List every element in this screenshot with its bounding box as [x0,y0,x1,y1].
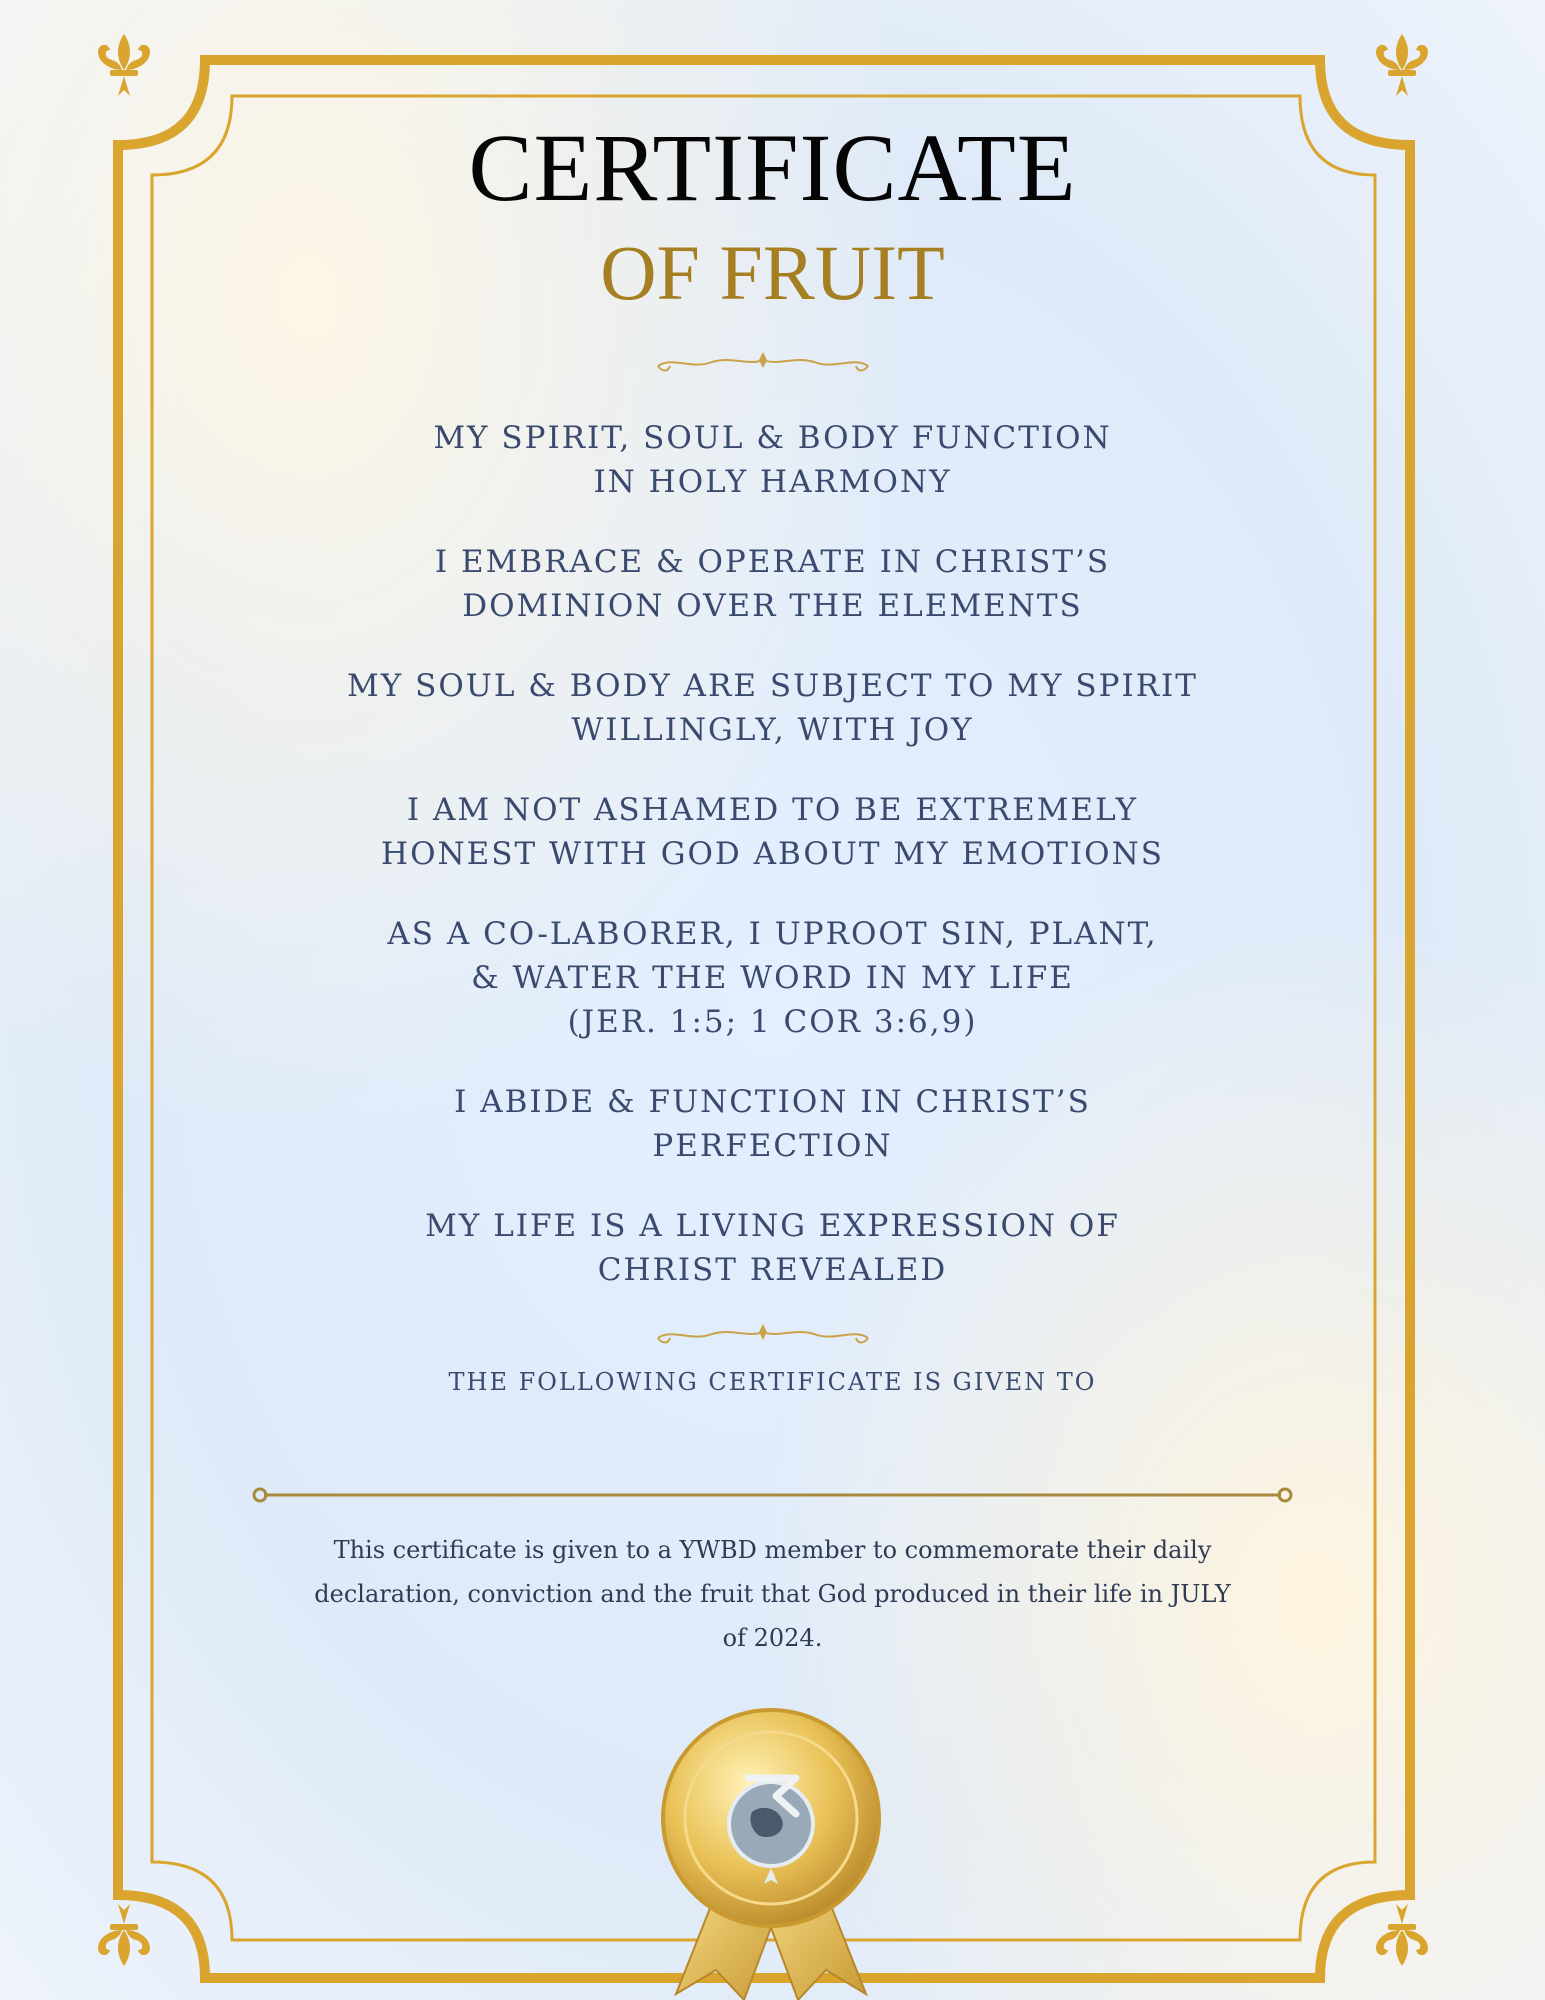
fleur-de-lis-icon [1366,30,1438,102]
declaration-item: MY SPIRIT, SOUL & BODY FUNCTION IN HOLY HARMONY [433,420,1112,500]
certificate-note: This certificate is given to a YWBD member to commemorate their daily declaration, conviction and the fruit that God produced in their life in JULY of 2024. [314,1536,1231,1652]
ornamental-divider [652,1322,874,1348]
declaration-item: I EMBRACE & OPERATE IN CHRIST’S DOMINION OVER THE ELEMENTS [434,544,1111,624]
recipient-name-line [250,1482,1295,1508]
declaration-item: MY SOUL & BODY ARE SUBJECT TO MY SPIRIT WILLINGLY, WITH JOY [347,668,1198,748]
fleur-de-lis-icon [88,1898,160,1970]
declaration-item: MY LIFE IS A LIVING EXPRESSION OF CHRIST REVEALED [425,1208,1120,1288]
gold-seal-icon [652,1708,890,2000]
declaration-item: I ABIDE & FUNCTION IN CHRIST’S PERFECTION [454,1084,1091,1164]
given-to-label: THE FOLLOWING CERTIFICATE IS GIVEN TO [448,1368,1097,1396]
fleur-de-lis-icon [88,30,160,102]
ornamental-divider [652,350,874,376]
declaration-item: AS A CO-LABORER, I UPROOT SIN, PLANT, & WATER THE WORD IN MY LIFE (JER. 1:5; 1 COR 3:6,9) [387,916,1158,1040]
certificate-title: CERTIFICATE [468,114,1077,221]
fleur-de-lis-icon [1366,1898,1438,1970]
certificate-subtitle: OF FRUIT [600,229,945,316]
declarations-list [220,416,1325,1328]
declaration-item: I AM NOT ASHAMED TO BE EXTREMELY HONEST WITH GOD ABOUT MY EMOTIONS [381,792,1164,872]
